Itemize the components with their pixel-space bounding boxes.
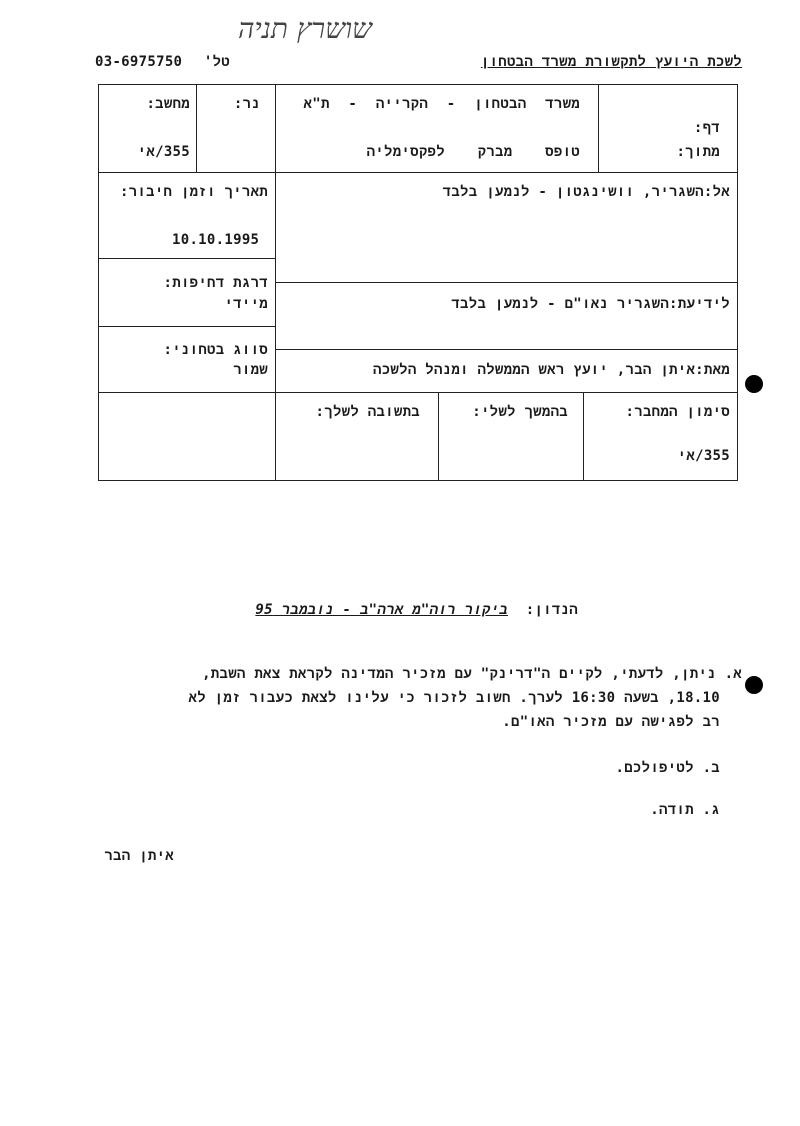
paragraph-a-line3: רב לפגישה עם מזכיר האו"ם. [502, 714, 720, 730]
date-value: 10.10.1995 [172, 232, 260, 248]
security-value: שמור [233, 362, 268, 378]
to-field: אל:השגריר, וושינגטון - לנמען בלבד [442, 184, 730, 200]
phone-label: טל' [203, 54, 230, 70]
paragraph-c: ג. תודה. [650, 802, 720, 818]
sender-ref-label: סימון המחבר: [625, 404, 730, 420]
continuation-label: בהמשך לשלי: [472, 404, 568, 420]
info-field: לידיעת:השגריר נאו"ם - לנמען בלבד [451, 296, 730, 312]
handwritten-note: שושרץ תניה [238, 12, 372, 45]
nr-label: נר: [233, 96, 260, 112]
form-title: טופס מברק לפקסימליה [366, 144, 580, 160]
punch-hole-top [745, 375, 763, 393]
computer-label: מחשב: [146, 96, 190, 112]
of-label: מתוך: [676, 144, 720, 160]
ministry-name: משרד הבטחון - הקרייה - ת"א [303, 96, 580, 112]
page-label: דף: [693, 120, 720, 136]
urgency-label: דרגת דחיפות: [163, 275, 268, 291]
signature: איתן הבר [104, 848, 174, 864]
paragraph-a-line2: 18.10, בשעה 16:30 לערך. חשוב לזכור כי עלינו לצאת כעבור זמן לא [188, 690, 720, 706]
reply-label: בתשובה לשלך: [315, 404, 420, 420]
from-field: מאת:איתן הבר, יועץ ראש הממשלה ומנהל הלשכה [373, 362, 730, 378]
date-label: תאריך וזמן חיבור: [119, 184, 268, 200]
punch-hole-bottom [745, 676, 763, 694]
security-label: סווג בטחוני: [163, 342, 268, 358]
sender-ref-value: 355/אי [677, 448, 730, 464]
subject-label: הנדון: [525, 602, 578, 618]
subject-value: ביקור רוה"מ ארה"ב - נובמבר 95 [255, 602, 508, 618]
letterhead-office: לשכת היועץ לתקשורת משרד הבטחון [480, 54, 742, 70]
urgency-value: מיידי [224, 296, 268, 312]
computer-value: 355/אי [137, 144, 190, 160]
paragraph-b: ב. לטיפולכם. [615, 760, 720, 776]
phone-number: 03-6975750 [95, 54, 183, 70]
paragraph-a-line1: א. ניתן, לדעתי, לקיים ה"דרינק" עם מזכיר המדינה לקראת צאת השבת, [202, 666, 742, 682]
